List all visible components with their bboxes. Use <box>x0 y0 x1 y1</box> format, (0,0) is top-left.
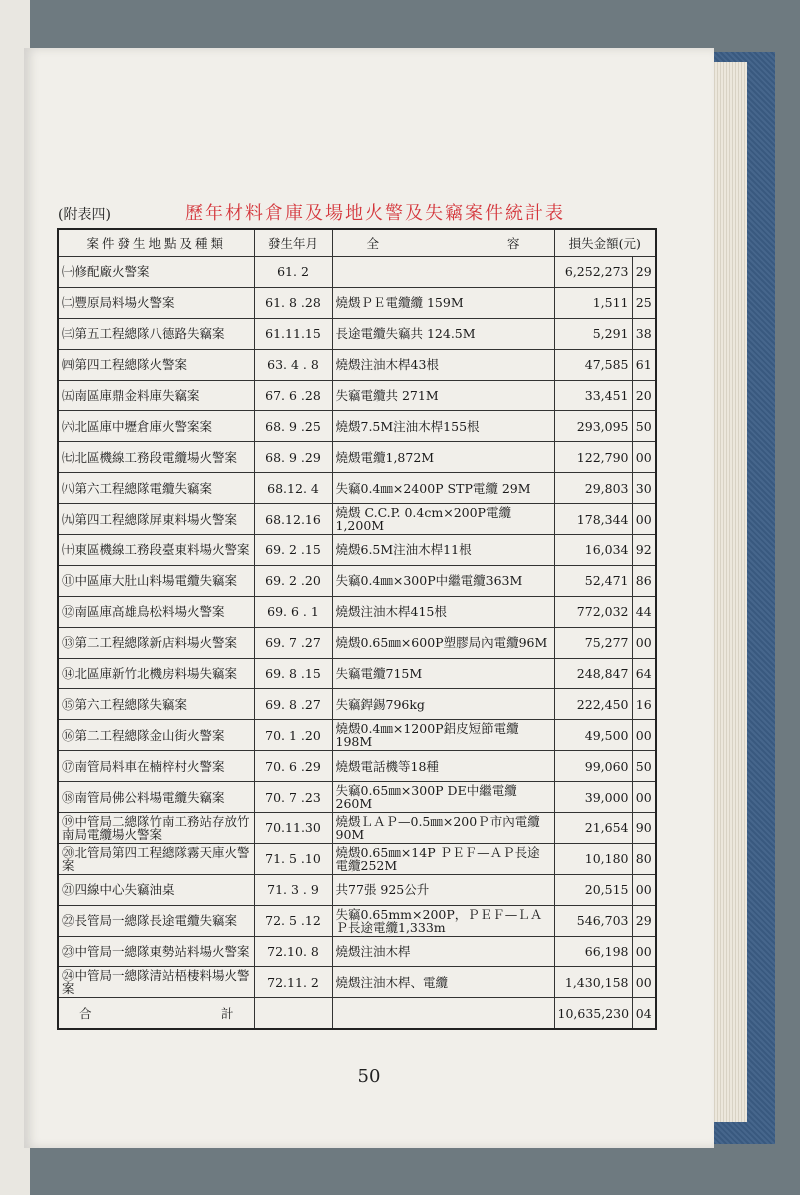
cell-amount: 222,450 <box>554 689 632 720</box>
cell-location: ㉓中管局一總隊東勢站料場火警案 <box>58 936 254 967</box>
cell-amount: 178,344 <box>554 504 632 535</box>
cell-location: ⑭北區庫新竹北機房料場失竊案 <box>58 658 254 689</box>
cell-amount: 33,451 <box>554 380 632 411</box>
cell-location: ⑬第二工程總隊新店料場火警案 <box>58 627 254 658</box>
cell-amount: 99,060 <box>554 751 632 782</box>
total-content-empty <box>332 998 554 1029</box>
cell-date: 69. 8 .27 <box>254 689 332 720</box>
cell-date: 70. 6 .29 <box>254 751 332 782</box>
cell-cents: 64 <box>632 658 656 689</box>
cell-cents: 80 <box>632 843 656 874</box>
cell-content: 失竊電纜共 271M <box>332 380 554 411</box>
table-row <box>58 318 656 349</box>
cell-content: 長途電纜失竊共 124.5M <box>332 318 554 349</box>
table-row <box>58 813 656 844</box>
table-row <box>58 349 656 380</box>
cell-content: 共77張 925公升 <box>332 874 554 905</box>
cell-cents: 16 <box>632 689 656 720</box>
cell-date: 72.11. 2 <box>254 967 332 998</box>
cell-amount: 66,198 <box>554 936 632 967</box>
cell-content: 燒燬6.5M注油木桿11根 <box>332 535 554 566</box>
cell-cents: 50 <box>632 411 656 442</box>
cell-cents: 44 <box>632 596 656 627</box>
cell-location: ㈢第五工程總隊八德路失竊案 <box>58 318 254 349</box>
total-amount: 10,635,230 <box>554 998 632 1029</box>
cell-amount: 21,654 <box>554 813 632 844</box>
table-row <box>58 442 656 473</box>
cell-content: 燒燬ＰＥ電纜纜 159M <box>332 287 554 318</box>
cell-amount: 772,032 <box>554 596 632 627</box>
cell-cents: 92 <box>632 535 656 566</box>
table-row <box>58 720 656 751</box>
cell-cents: 00 <box>632 936 656 967</box>
header-amount: 損失金額(元) <box>554 229 656 257</box>
table-row <box>58 473 656 504</box>
cell-content: 失竊電纜715M <box>332 658 554 689</box>
cell-cents: 25 <box>632 287 656 318</box>
cell-cents: 00 <box>632 504 656 535</box>
table-row <box>58 596 656 627</box>
cell-location: ⑳北管局第四工程總隊霧天庫火警案 <box>58 843 254 874</box>
statistics-table <box>57 228 657 1030</box>
cell-cents: 29 <box>632 905 656 936</box>
table-row <box>58 782 656 813</box>
cell-date: 71. 3 . 9 <box>254 874 332 905</box>
cell-amount: 10,180 <box>554 843 632 874</box>
cell-content: 燒燬注油木桿 <box>332 936 554 967</box>
total-date-empty <box>254 998 332 1029</box>
table-row <box>58 905 656 936</box>
cell-amount: 6,252,273 <box>554 257 632 288</box>
cell-cents: 00 <box>632 782 656 813</box>
cell-date: 61. 8 .28 <box>254 287 332 318</box>
table-row <box>58 967 656 998</box>
cell-content: 燒燬0.4㎜×1200P鋁皮短節電纜198M <box>332 720 554 751</box>
cell-location: ⑱南管局佛公料場電纜失竊案 <box>58 782 254 813</box>
cell-cents: 29 <box>632 257 656 288</box>
cell-date: 67. 6 .28 <box>254 380 332 411</box>
cell-date: 68. 9 .25 <box>254 411 332 442</box>
table-row <box>58 751 656 782</box>
header-content-right: 容 <box>506 236 520 251</box>
cell-location: ㈧第六工程總隊電纜失竊案 <box>58 473 254 504</box>
total-label-left: 合 <box>79 1005 92 1021</box>
table-row <box>58 535 656 566</box>
total-label <box>58 998 254 1029</box>
cell-location: ㈤南區庫鼎金料庫失竊案 <box>58 380 254 411</box>
cell-cents: 00 <box>632 720 656 751</box>
cell-amount: 20,515 <box>554 874 632 905</box>
cell-content: 燒燬電纜1,872M <box>332 442 554 473</box>
table-row <box>58 411 656 442</box>
cell-content: 燒燬ＬＡＰ—0.5㎜×200Ｐ市內電纜90M <box>332 813 554 844</box>
cell-location: ㈦北區機線工務段電纜場火警案 <box>58 442 254 473</box>
cell-cents: 00 <box>632 442 656 473</box>
table-row <box>58 287 656 318</box>
cell-date: 69. 2 .15 <box>254 535 332 566</box>
total-row <box>58 998 656 1029</box>
table-row <box>58 257 656 288</box>
cell-content <box>332 257 554 288</box>
cell-amount: 29,803 <box>554 473 632 504</box>
cell-location: ㈨第四工程總隊屏東料場火警案 <box>58 504 254 535</box>
cell-location: ㈡豐原局料場火警案 <box>58 287 254 318</box>
table-row <box>58 936 656 967</box>
cell-amount: 39,000 <box>554 782 632 813</box>
cell-location: ㉒長管局一總隊長途電纜失竊案 <box>58 905 254 936</box>
cell-date: 72. 5 .12 <box>254 905 332 936</box>
cell-date: 70. 7 .23 <box>254 782 332 813</box>
page-number: 50 <box>357 1066 381 1087</box>
cell-cents: 61 <box>632 349 656 380</box>
header-content <box>332 229 554 257</box>
cell-content: 燒燬0.65㎜×600P塑膠局內電纜96M <box>332 627 554 658</box>
cell-cents: 30 <box>632 473 656 504</box>
cell-date: 61.11.15 <box>254 318 332 349</box>
table-row <box>58 874 656 905</box>
cell-location: ⑲中管局二總隊竹南工務站存放竹南局電纜場火警案 <box>58 813 254 844</box>
cell-content: 燒燬注油木桿、電纜 <box>332 967 554 998</box>
table-row <box>58 843 656 874</box>
cell-content: 失竊銲錫796kg <box>332 689 554 720</box>
cell-date: 69. 2 .20 <box>254 565 332 596</box>
cell-content: 燒燬注油木桿43根 <box>332 349 554 380</box>
table-row <box>58 658 656 689</box>
cell-date: 71. 5 .10 <box>254 843 332 874</box>
cell-cents: 90 <box>632 813 656 844</box>
cell-date: 68. 9 .29 <box>254 442 332 473</box>
cell-amount: 49,500 <box>554 720 632 751</box>
cell-location: ㉔中管局一總隊清站梧棲料場火警案 <box>58 967 254 998</box>
cell-date: 70. 1 .20 <box>254 720 332 751</box>
appendix-note: (附表四) <box>58 207 111 223</box>
cell-location: ⑯第二工程總隊金山街火警案 <box>58 720 254 751</box>
table-row <box>58 504 656 535</box>
cell-content: 失竊0.65㎜×300P DE中繼電纜260M <box>332 782 554 813</box>
cell-location: ㈠修配廠火警案 <box>58 257 254 288</box>
cell-cents: 20 <box>632 380 656 411</box>
table-title: 歷年材料倉庫及場地火警及失竊案件統計表 <box>185 203 565 224</box>
cell-location: ㈥北區庫中壢倉庫火警案案 <box>58 411 254 442</box>
table-row <box>58 689 656 720</box>
cell-location: ⑰南管局料車在楠梓村火警案 <box>58 751 254 782</box>
cell-amount: 1,511 <box>554 287 632 318</box>
cell-amount: 52,471 <box>554 565 632 596</box>
cell-date: 69. 8 .15 <box>254 658 332 689</box>
table-row <box>58 565 656 596</box>
cell-content: 燒燬 C.C.P. 0.4cm×200P電纜1,200M <box>332 504 554 535</box>
cell-content: 失竊0.4㎜×300P中繼電纜363M <box>332 565 554 596</box>
cell-date: 68.12.16 <box>254 504 332 535</box>
cell-amount: 1,430,158 <box>554 967 632 998</box>
cell-date: 69. 7 .27 <box>254 627 332 658</box>
cell-content: 燒燬注油木桿415根 <box>332 596 554 627</box>
cell-location: ⑪中區庫大肚山料場電纜失竊案 <box>58 565 254 596</box>
table-header-row <box>58 229 656 257</box>
cell-date: 63. 4 . 8 <box>254 349 332 380</box>
cell-date: 72.10. 8 <box>254 936 332 967</box>
cell-amount: 75,277 <box>554 627 632 658</box>
cell-cents: 00 <box>632 627 656 658</box>
header-date: 發生年月 <box>254 229 332 257</box>
cell-cents: 00 <box>632 967 656 998</box>
cell-date: 61. 2 <box>254 257 332 288</box>
cell-cents: 00 <box>632 874 656 905</box>
cell-content: 失竊0.65mm×200P，ＰＥＦ—ＬＡＰ長途電纜1,333m <box>332 905 554 936</box>
cell-content: 失竊0.4㎜×2400P STP電纜 29M <box>332 473 554 504</box>
cell-date: 70.11.30 <box>254 813 332 844</box>
cell-amount: 47,585 <box>554 349 632 380</box>
total-label-right: 計 <box>220 1005 234 1021</box>
cell-location: ⑫南區庫高雄鳥松料場火警案 <box>58 596 254 627</box>
cell-content: 燒燬電話機等18種 <box>332 751 554 782</box>
cell-cents: 50 <box>632 751 656 782</box>
cell-amount: 5,291 <box>554 318 632 349</box>
cell-amount: 16,034 <box>554 535 632 566</box>
table-body <box>58 257 656 998</box>
table-row <box>58 380 656 411</box>
cell-location: ⑮第六工程總隊失竊案 <box>58 689 254 720</box>
table-row <box>58 627 656 658</box>
cell-location: ㈩東區機線工務段臺東料場火警案 <box>58 535 254 566</box>
header-content-left: 全 <box>366 236 380 251</box>
cell-amount: 546,703 <box>554 905 632 936</box>
total-cents: 04 <box>632 998 656 1029</box>
cell-content: 燒燬7.5M注油木桿155根 <box>332 411 554 442</box>
cell-date: 69. 6 . 1 <box>254 596 332 627</box>
cell-amount: 122,790 <box>554 442 632 473</box>
cell-cents: 38 <box>632 318 656 349</box>
cell-cents: 86 <box>632 565 656 596</box>
cell-location: ㈣第四工程總隊火警案 <box>58 349 254 380</box>
cell-content: 燒燬0.65㎜×14P ＰＥＦ—ＡＰ長途電纜252M <box>332 843 554 874</box>
cell-amount: 293,095 <box>554 411 632 442</box>
cell-date: 68.12. 4 <box>254 473 332 504</box>
header-location: 案件發生地點及種類 <box>58 229 254 257</box>
cell-amount: 248,847 <box>554 658 632 689</box>
cell-location: ㉑四線中心失竊油桌 <box>58 874 254 905</box>
